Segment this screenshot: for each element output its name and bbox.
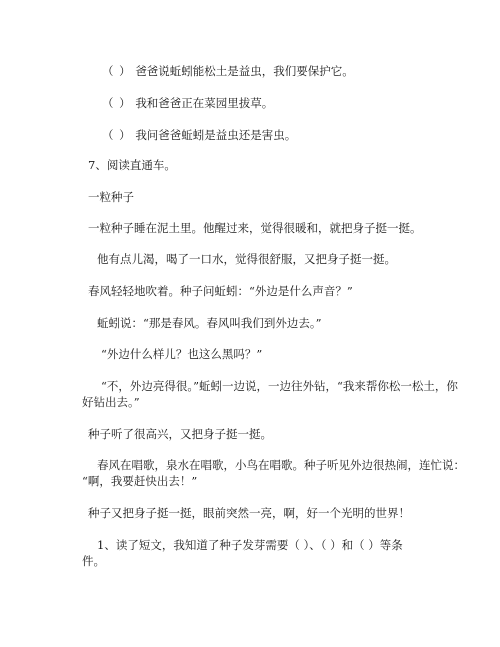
story-paragraph: “不，外边亮得很。”蚯蚓一边说，一边往外钻，“我来帮你松一松土，你 [101, 379, 458, 393]
story-paragraph: 种子又把身子挺一挺，眼前突然一亮，啊，好一个光明的世界！ [88, 506, 410, 520]
section-title: 7、阅读直通车。 [88, 158, 176, 172]
choice-text: 我问爸爸蚯蚓是益虫还是害虫。 [135, 128, 297, 142]
answer-blank[interactable]: （ ） [102, 64, 132, 78]
answer-blank[interactable]: （ ） [102, 128, 132, 142]
choice-text: 我和爸爸正在菜园里拔草。 [135, 96, 274, 110]
story-paragraph: “啊，我要赶快出去！” [82, 474, 198, 488]
exercise-question-continued: 件。 [82, 554, 105, 568]
story-title: 一粒种子 [88, 190, 134, 204]
story-paragraph: 好钻出去。” [82, 395, 140, 409]
story-paragraph: 一粒种子睡在泥土里。他醒过来，觉得很暖和，就把身子挺一挺。 [88, 221, 422, 235]
choice-item-3 [102, 128, 296, 142]
choice-item-2 [102, 96, 273, 110]
story-paragraph: 春风轻轻地吹着。种子问蚯蚓：“外边是什么声音？” [88, 284, 353, 298]
story-paragraph: 蚯蚓说：“那是春风。春风叫我们到外边去。” [97, 316, 322, 330]
exercise-question: 1、读了短文，我知道了种子发芽需要（ ）、（ ）和（ ）等条 [97, 538, 403, 552]
story-paragraph: 他有点儿渴，喝了一口水，觉得很舒服，又把身子挺一挺。 [97, 252, 396, 266]
choice-item-1 [102, 64, 354, 78]
story-paragraph: “外边什么样儿？也这么黑吗？” [101, 347, 263, 361]
story-paragraph: 种子听了很高兴，又把身子挺一挺。 [88, 427, 272, 441]
choice-text: 爸爸说蚯蚓能松土是益虫，我们要保护它。 [135, 64, 354, 78]
story-paragraph: 春风在唱歌，泉水在唱歌，小鸟在唱歌。种子听见外边很热闹，连忙说： [97, 458, 465, 472]
answer-blank[interactable]: （ ） [102, 96, 132, 110]
